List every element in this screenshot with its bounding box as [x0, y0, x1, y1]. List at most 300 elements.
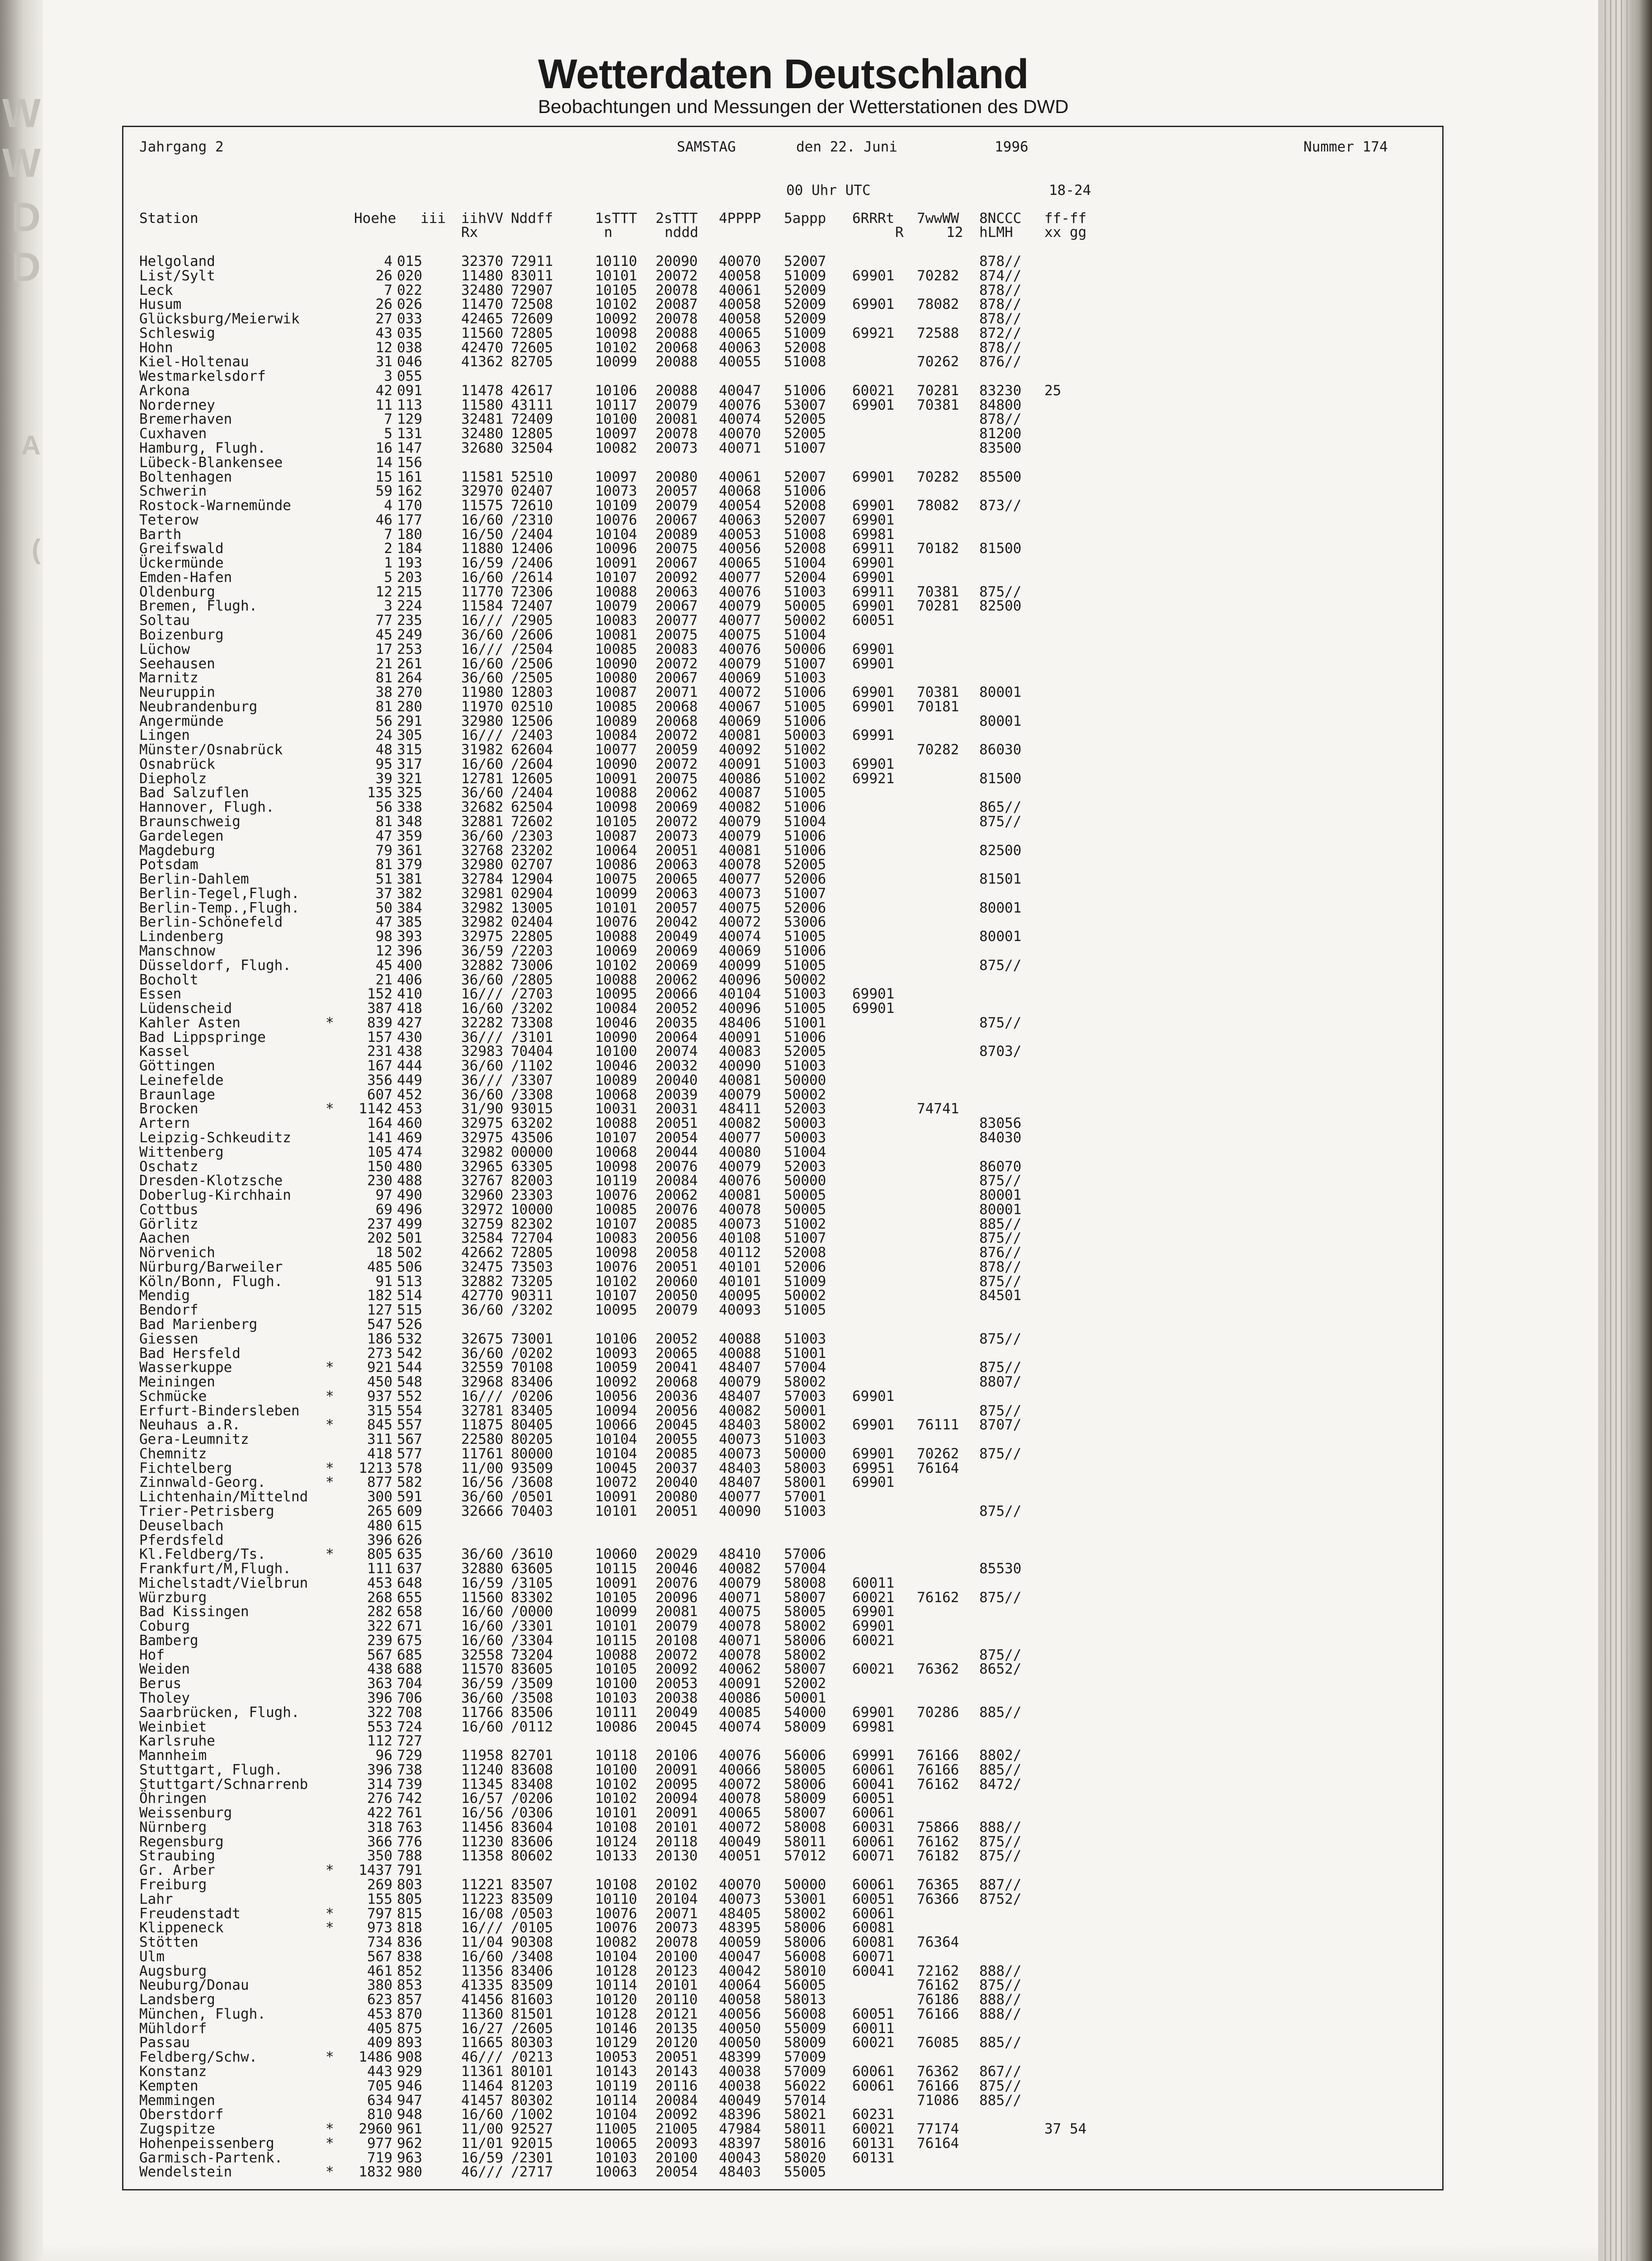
- iii-value: 427: [397, 1014, 422, 1031]
- nddff-value: /1102: [511, 1058, 553, 1074]
- iii-value: 582: [397, 1474, 422, 1491]
- column-header-4pppp: 4PPPP: [719, 210, 761, 227]
- 8nccc-value: 80001: [979, 928, 1022, 945]
- station-name: Stuttgart/Schnarrenb: [139, 1776, 308, 1793]
- 5appp-value: 52005: [784, 856, 826, 873]
- hoehe-value: 112: [367, 1733, 392, 1750]
- nddff-value: 80405: [511, 1417, 553, 1433]
- 2sttt-value: 20060: [656, 1273, 698, 1290]
- hoehe-value: 1437: [359, 1862, 392, 1879]
- 2sttt-value: 20054: [656, 2164, 698, 2181]
- 4pppp-value: 48397: [719, 2135, 761, 2152]
- 4pppp-value: 40090: [719, 1058, 761, 1074]
- station-name: Konstanz: [139, 2063, 207, 2080]
- 2sttt-value: 20068: [656, 1374, 698, 1391]
- iihvv-value: 11761: [461, 1445, 504, 1462]
- 2sttt-value: 20067: [656, 511, 698, 528]
- 4pppp-value: 40061: [719, 282, 761, 298]
- 1sttt-value: 10076: [595, 511, 637, 528]
- iihvv-value: 11875: [461, 1417, 504, 1433]
- 8nccc-value: 875//: [979, 1330, 1022, 1347]
- 5appp-value: 52003: [784, 1101, 826, 1117]
- nddff-value: 73006: [511, 957, 553, 974]
- page-edge-stack: [1598, 0, 1652, 2261]
- 5appp-value: 51004: [784, 555, 826, 572]
- 5appp-value: 51006: [784, 799, 826, 816]
- 8nccc-value: 8752/: [979, 1891, 1022, 1907]
- hoehe-value: 4: [384, 253, 392, 270]
- 8nccc-value: 81501: [979, 871, 1022, 888]
- hoehe-value: 1142: [359, 1101, 392, 1117]
- 2sttt-value: 20076: [656, 1575, 698, 1591]
- station-name: Neuhaus a.R.: [139, 1417, 241, 1433]
- iii-value: 184: [397, 540, 422, 557]
- hoehe-value: 56: [375, 713, 392, 729]
- 4pppp-value: 40076: [719, 1747, 761, 1764]
- station-name: Düsseldorf, Flugh.: [139, 957, 291, 974]
- station-name: Gardelegen: [139, 828, 224, 844]
- iii-value: 317: [397, 756, 422, 772]
- 5appp-value: 58005: [784, 1761, 826, 1778]
- iii-value: 379: [397, 856, 422, 873]
- iihvv-value: 42465: [461, 311, 504, 327]
- 7wwww-value: 78082: [917, 296, 959, 313]
- issue-number: Nummer 174: [1303, 139, 1388, 155]
- station-name: München, Flugh.: [139, 2006, 266, 2022]
- 1sttt-value: 10085: [595, 641, 637, 657]
- 5appp-value: 57006: [784, 1546, 826, 1563]
- 6rrrt-value: 69901: [852, 296, 895, 313]
- 4pppp-value: 40056: [719, 540, 761, 557]
- station-name: Pferdsfeld: [139, 1532, 224, 1548]
- 7wwww-value: 70281: [917, 598, 959, 615]
- station-name: Schwerin: [139, 483, 207, 500]
- 5appp-value: 58009: [784, 1718, 826, 1735]
- 5appp-value: 51002: [784, 742, 826, 758]
- iii-value: 742: [397, 1790, 422, 1807]
- 5appp-value: 50005: [784, 598, 826, 615]
- hoehe-value: 453: [367, 2006, 392, 2022]
- column-header-1sttt: 1sTTT: [595, 210, 637, 227]
- 1sttt-value: 10072: [595, 1474, 637, 1491]
- 6rrrt-value: 69951: [852, 1460, 895, 1476]
- nddff-value: 80101: [511, 2063, 553, 2080]
- iihvv-value: 41457: [461, 2092, 504, 2109]
- iihvv-value: 11584: [461, 598, 504, 615]
- nddff-value: 12904: [511, 871, 553, 888]
- 1sttt-value: 10099: [595, 885, 637, 902]
- 1sttt-value: 10101: [595, 1805, 637, 1821]
- nddff-value: 72306: [511, 583, 553, 600]
- iii-value: 501: [397, 1230, 422, 1247]
- 8nccc-value: 875//: [979, 957, 1022, 974]
- station-name: Öhringen: [139, 1790, 207, 1807]
- 2sttt-value: 20062: [656, 971, 698, 988]
- 2sttt-value: 20079: [656, 497, 698, 514]
- column-header-ffff: ff-ff: [1044, 210, 1087, 227]
- 1sttt-value: 10076: [595, 1920, 637, 1936]
- hoehe-value: 164: [367, 1115, 392, 1132]
- 7wwww-value: 76186: [917, 1991, 959, 2008]
- 5appp-value: 58008: [784, 1819, 826, 1835]
- 5appp-value: 58006: [784, 1920, 826, 1936]
- 1sttt-value: 10108: [595, 1819, 637, 1835]
- hoehe-value: 3: [384, 598, 392, 615]
- 1sttt-value: 10076: [595, 914, 637, 931]
- hoehe-value: 56: [375, 799, 392, 816]
- mountain-marker: *: [326, 2164, 334, 2181]
- 2sttt-value: 20042: [656, 914, 698, 931]
- iii-value: 578: [397, 1460, 422, 1476]
- 5appp-value: 52002: [784, 1675, 826, 1692]
- nddff-value: /3105: [511, 1575, 553, 1591]
- 1sttt-value: 10098: [595, 799, 637, 816]
- iihvv-value: 32584: [461, 1230, 504, 1247]
- nddff-value: 70108: [511, 1359, 553, 1376]
- 5appp-value: 51002: [784, 1216, 826, 1232]
- 4pppp-value: 48407: [719, 1388, 761, 1405]
- 6rrrt-value: 60061: [852, 1877, 895, 1893]
- station-name: Leck: [139, 282, 173, 298]
- 1sttt-value: 10119: [595, 1173, 637, 1189]
- nddff-value: 52510: [511, 468, 553, 485]
- 6rrrt-value: 69901: [852, 397, 895, 413]
- station-name: Manschnow: [139, 942, 215, 959]
- nddff-value: 70403: [511, 1503, 553, 1519]
- station-name: Bendorf: [139, 1302, 198, 1319]
- iihvv-value: 11221: [461, 1877, 504, 1893]
- 4pppp-value: 48406: [719, 1014, 761, 1031]
- 4pppp-value: 48403: [719, 1417, 761, 1433]
- nddff-value: /0206: [511, 1388, 553, 1405]
- iii-value: 496: [397, 1201, 422, 1218]
- 2sttt-value: 20130: [656, 1848, 698, 1864]
- station-name: Gr. Arber: [139, 1862, 215, 1879]
- iihvv-value: 32759: [461, 1216, 504, 1232]
- 6rrrt-value: 60061: [852, 1905, 895, 1922]
- 1sttt-value: 10118: [595, 1747, 637, 1764]
- 4pppp-value: 40072: [719, 914, 761, 931]
- 1sttt-value: 10088: [595, 1115, 637, 1132]
- 4pppp-value: 48411: [719, 1101, 761, 1117]
- 8nccc-value: 878//: [979, 253, 1022, 270]
- iii-value: 526: [397, 1316, 422, 1333]
- 2sttt-value: 20090: [656, 253, 698, 270]
- iihvv-value: 42662: [461, 1244, 504, 1261]
- iihvv-value: 11570: [461, 1661, 504, 1678]
- iii-value: 502: [397, 1244, 422, 1261]
- iii-value: 591: [397, 1489, 422, 1505]
- iii-value: 170: [397, 497, 422, 514]
- 4pppp-value: 48403: [719, 2164, 761, 2181]
- iihvv-value: 36/60: [461, 627, 504, 643]
- nddff-value: /2606: [511, 627, 553, 643]
- 2sttt-value: 20067: [656, 555, 698, 572]
- bleed-through-mark: (: [32, 534, 41, 564]
- hoehe-value: 356: [367, 1072, 392, 1088]
- 4pppp-value: 40082: [719, 1115, 761, 1132]
- iii-value: 382: [397, 885, 422, 902]
- nddff-value: 72609: [511, 311, 553, 327]
- 7wwww-value: 76166: [917, 1761, 959, 1778]
- hoehe-value: 268: [367, 1589, 392, 1606]
- station-name: Neubrandenburg: [139, 698, 258, 715]
- 6rrrt-value: 60061: [852, 1805, 895, 1821]
- 8nccc-value: 885//: [979, 1216, 1022, 1232]
- 6rrrt-value: 69911: [852, 540, 895, 557]
- nddff-value: /2717: [511, 2164, 553, 2181]
- iii-value: 055: [397, 368, 422, 385]
- 5appp-value: 50003: [784, 1129, 826, 1146]
- iii-value: 393: [397, 928, 422, 945]
- station-name: Oschatz: [139, 1158, 198, 1175]
- nddff-value: 83606: [511, 1833, 553, 1850]
- iihvv-value: 32983: [461, 1043, 504, 1060]
- 4pppp-value: 40077: [719, 612, 761, 629]
- iii-value: 961: [397, 2121, 422, 2138]
- station-name: Norderney: [139, 397, 215, 413]
- 5appp-value: 58011: [784, 1833, 826, 1850]
- iii-value: 026: [397, 296, 422, 313]
- 2sttt-value: 20057: [656, 899, 698, 916]
- nddff-value: 62604: [511, 742, 553, 758]
- 5appp-value: 51004: [784, 814, 826, 830]
- hoehe-value: 1832: [359, 2164, 392, 2181]
- 2sttt-value: 20077: [656, 612, 698, 629]
- station-name: Husum: [139, 296, 182, 313]
- 7wwww-value: 72588: [917, 325, 959, 341]
- station-name: Karlsruhe: [139, 1733, 215, 1750]
- station-name: Chemnitz: [139, 1445, 207, 1462]
- 5appp-value: 51006: [784, 713, 826, 729]
- 2sttt-value: 20067: [656, 670, 698, 686]
- 5appp-value: 51005: [784, 957, 826, 974]
- station-name: Regensburg: [139, 1833, 224, 1850]
- nddff-value: /2406: [511, 555, 553, 572]
- hoehe-value: 12: [375, 942, 392, 959]
- hoehe-value: 553: [367, 1718, 392, 1735]
- iii-value: 803: [397, 1877, 422, 1893]
- 6rrrt-value: 69921: [852, 770, 895, 787]
- 5appp-value: 51006: [784, 1029, 826, 1045]
- 5appp-value: 51007: [784, 885, 826, 902]
- 4pppp-value: 40091: [719, 1675, 761, 1692]
- column-subheader-8nccc: hLMH: [979, 224, 1013, 241]
- nddff-value: /2404: [511, 526, 553, 543]
- hoehe-value: 27: [375, 311, 392, 327]
- 8nccc-value: 80001: [979, 899, 1022, 916]
- 5appp-value: 58006: [784, 1776, 826, 1793]
- iihvv-value: 16/60: [461, 1948, 504, 1965]
- iii-value: 658: [397, 1604, 422, 1620]
- 6rrrt-value: 60051: [852, 2006, 895, 2022]
- nddff-value: 72907: [511, 282, 553, 298]
- 2sttt-value: 20074: [656, 1043, 698, 1060]
- iii-value: 548: [397, 1374, 422, 1391]
- 8nccc-value: 84800: [979, 397, 1022, 413]
- 5appp-value: 52008: [784, 540, 826, 557]
- station-name: Teterow: [139, 511, 198, 528]
- iihvv-value: 16/50: [461, 526, 504, 543]
- hoehe-value: 485: [367, 1258, 392, 1275]
- hoehe-value: 7: [384, 411, 392, 428]
- 4pppp-value: 40066: [719, 1761, 761, 1778]
- 5appp-value: 51006: [784, 842, 826, 859]
- 7wwww-value: 70281: [917, 382, 959, 399]
- 4pppp-value: 40079: [719, 1158, 761, 1175]
- hoehe-value: 322: [367, 1704, 392, 1721]
- 2sttt-value: 20037: [656, 1460, 698, 1476]
- column-subheader-1sttt: n: [604, 224, 613, 241]
- station-name: Giessen: [139, 1330, 198, 1347]
- 2sttt-value: 20135: [656, 2020, 698, 2037]
- nddff-value: 02510: [511, 698, 553, 715]
- hoehe-value: 276: [367, 1790, 392, 1807]
- 7wwww-value: 76164: [917, 2135, 959, 2152]
- 5appp-value: 52009: [784, 311, 826, 327]
- iihvv-value: 32282: [461, 1014, 504, 1031]
- nddff-value: 80205: [511, 1431, 553, 1448]
- 5appp-value: 50006: [784, 641, 826, 657]
- nddff-value: /3304: [511, 1632, 553, 1649]
- 4pppp-value: 40063: [719, 511, 761, 528]
- 8nccc-value: 84501: [979, 1287, 1022, 1304]
- iihvv-value: 16/59: [461, 2149, 504, 2166]
- 2sttt-value: 20067: [656, 598, 698, 615]
- nddff-value: /3202: [511, 1302, 553, 1319]
- 5appp-value: 52003: [784, 1158, 826, 1175]
- iihvv-value: 11560: [461, 1589, 504, 1606]
- iihvv-value: 16/08: [461, 1905, 504, 1922]
- hoehe-value: 37: [375, 885, 392, 902]
- 1sttt-value: 10104: [595, 1431, 637, 1448]
- iihvv-value: 41362: [461, 354, 504, 370]
- 4pppp-value: 40076: [719, 641, 761, 657]
- 5appp-value: 51005: [784, 1000, 826, 1017]
- iii-value: 430: [397, 1029, 422, 1045]
- 1sttt-value: 10081: [595, 627, 637, 643]
- column-header-nddff: Nddff: [511, 210, 553, 227]
- iihvv-value: 16///: [461, 1920, 504, 1936]
- nddff-value: 83608: [511, 1761, 553, 1778]
- station-name: Leinefelde: [139, 1072, 224, 1088]
- iii-value: 685: [397, 1646, 422, 1663]
- station-name: Doberlug-Kirchhain: [139, 1187, 291, 1204]
- 1sttt-value: 10106: [595, 382, 637, 399]
- nddff-value: /3509: [511, 1675, 553, 1692]
- 1sttt-value: 10082: [595, 440, 637, 456]
- iii-value: 655: [397, 1589, 422, 1606]
- 1sttt-value: 10093: [595, 1345, 637, 1362]
- station-name: Tholey: [139, 1690, 190, 1706]
- station-name: Lindenberg: [139, 928, 224, 945]
- station-name: Barth: [139, 526, 182, 543]
- iii-value: 488: [397, 1173, 422, 1189]
- iii-value: 490: [397, 1187, 422, 1204]
- nddff-value: 72805: [511, 325, 553, 341]
- 4pppp-value: 40074: [719, 928, 761, 945]
- 4pppp-value: 40091: [719, 756, 761, 772]
- 1sttt-value: 10110: [595, 1891, 637, 1907]
- 2sttt-value: 20054: [656, 1129, 698, 1146]
- iii-value: 499: [397, 1216, 422, 1232]
- 2sttt-value: 20049: [656, 1704, 698, 1721]
- iihvv-value: 32767: [461, 1173, 504, 1189]
- hoehe-value: 3: [384, 368, 392, 385]
- nddff-value: /0306: [511, 1805, 553, 1821]
- hoehe-value: 453: [367, 1575, 392, 1591]
- 5appp-value: 52004: [784, 569, 826, 586]
- 4pppp-value: 40038: [719, 2063, 761, 2080]
- 8nccc-value: 82500: [979, 598, 1022, 615]
- 5appp-value: 50003: [784, 1115, 826, 1132]
- 1sttt-value: 10098: [595, 1158, 637, 1175]
- 6rrrt-value: 69901: [852, 1474, 895, 1491]
- column-header-6rrrt: 6RRRt: [852, 210, 895, 227]
- 5appp-value: 50000: [784, 1445, 826, 1462]
- 8nccc-value: 888//: [979, 1963, 1022, 1979]
- hoehe-value: 11: [375, 397, 392, 413]
- 5appp-value: 51004: [784, 627, 826, 643]
- 4pppp-value: 40075: [719, 1604, 761, 1620]
- station-name: Marnitz: [139, 670, 198, 686]
- iii-value: 046: [397, 354, 422, 370]
- nddff-value: /2303: [511, 828, 553, 844]
- station-name: Deuselbach: [139, 1517, 224, 1534]
- 2sttt-value: 20075: [656, 540, 698, 557]
- 4pppp-value: 40077: [719, 871, 761, 888]
- 4pppp-value: 40082: [719, 1402, 761, 1419]
- iii-value: 224: [397, 598, 422, 615]
- iihvv-value: 11580: [461, 397, 504, 413]
- column-header-8nccc: 8NCCC: [979, 210, 1022, 227]
- 4pppp-value: 40088: [719, 1330, 761, 1347]
- hoehe-value: 4: [384, 497, 392, 514]
- mountain-marker: *: [326, 2121, 334, 2138]
- 2sttt-value: 20084: [656, 2092, 698, 2109]
- nddff-value: 43111: [511, 397, 553, 413]
- 4pppp-value: 40049: [719, 1833, 761, 1850]
- iihvv-value: 11560: [461, 325, 504, 341]
- hoehe-value: 734: [367, 1934, 392, 1951]
- bleed-through-mark: W: [2, 91, 41, 136]
- nddff-value: 12605: [511, 770, 553, 787]
- 5appp-value: 58006: [784, 1934, 826, 1951]
- iii-value: 022: [397, 282, 422, 298]
- hoehe-value: 26: [375, 296, 392, 313]
- nddff-value: 73001: [511, 1330, 553, 1347]
- iihvv-value: 16/27: [461, 2020, 504, 2037]
- 2sttt-value: 20078: [656, 1934, 698, 1951]
- hoehe-value: 39: [375, 770, 392, 787]
- 6rrrt-value: 60011: [852, 1575, 895, 1591]
- 5appp-value: 53007: [784, 397, 826, 413]
- 8nccc-value: 878//: [979, 339, 1022, 356]
- station-name: Hohn: [139, 339, 173, 356]
- 4pppp-value: 40059: [719, 1934, 761, 1951]
- column-subheader-7wwww: 12: [946, 224, 963, 241]
- 2sttt-value: 20120: [656, 2034, 698, 2051]
- station-name: Erfurt-Bindersleben: [139, 1402, 300, 1419]
- hoehe-value: 877: [367, 1474, 392, 1491]
- hoehe-value: 7: [384, 282, 392, 298]
- 7wwww-value: 70182: [917, 540, 959, 557]
- 4pppp-value: 40056: [719, 2006, 761, 2022]
- 8nccc-value: 867//: [979, 2063, 1022, 2080]
- nddff-value: /3608: [511, 1474, 553, 1491]
- 5appp-value: 51005: [784, 928, 826, 945]
- 6rrrt-value: 60021: [852, 382, 895, 399]
